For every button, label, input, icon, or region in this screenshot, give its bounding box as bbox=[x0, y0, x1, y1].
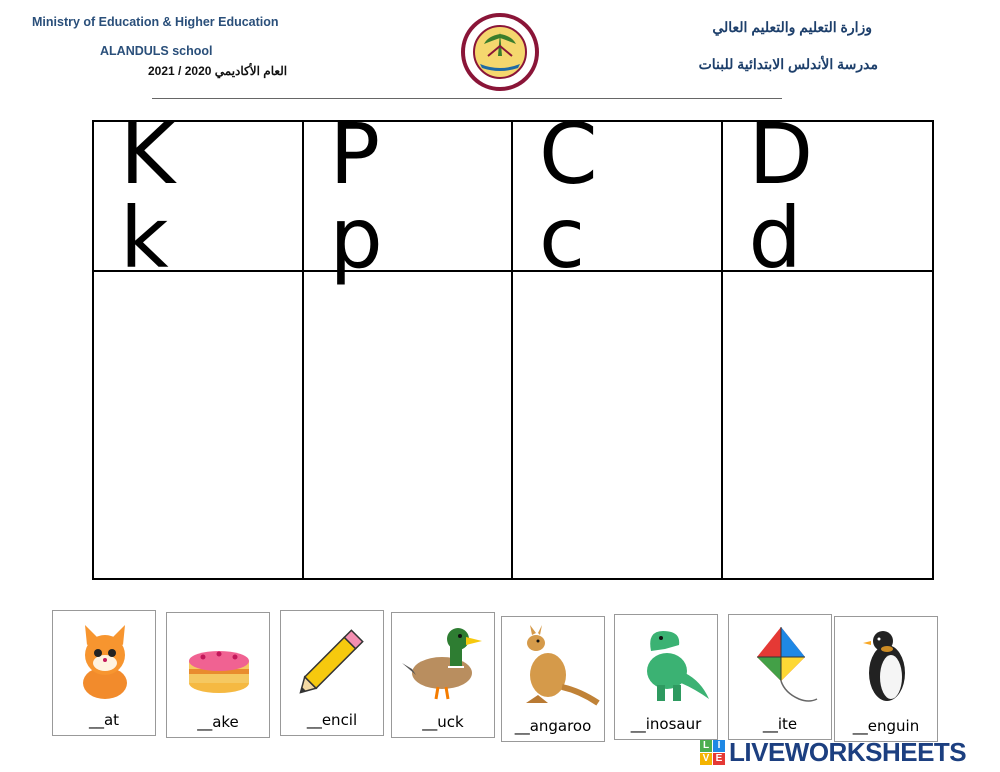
card-word: __angaroo bbox=[514, 717, 592, 735]
kite-icon bbox=[735, 623, 827, 705]
dinosaur-icon bbox=[621, 623, 713, 705]
letter-label: P p bbox=[329, 105, 409, 287]
academic-year: العام الأكاديمي 2020 / 2021 bbox=[148, 64, 288, 78]
badge-letter: I bbox=[713, 740, 725, 752]
card-word: __inosaur bbox=[630, 715, 702, 733]
letter-label: K k bbox=[120, 105, 202, 287]
drop-zone-p[interactable] bbox=[304, 272, 514, 578]
school-name-en: ALANDULS school bbox=[100, 44, 213, 58]
qatar-emblem-icon bbox=[458, 12, 542, 92]
column-header-k bbox=[94, 105, 304, 287]
live-badge-icon bbox=[700, 740, 725, 765]
card-cake[interactable] bbox=[166, 612, 270, 738]
ministry-title-ar: وزارة التعليم والتعليم العالي bbox=[712, 19, 872, 35]
card-word: __ite bbox=[762, 715, 798, 733]
cake-icon bbox=[173, 621, 265, 703]
card-penguin[interactable] bbox=[834, 616, 938, 742]
pencil-icon bbox=[287, 619, 379, 701]
card-dinosaur[interactable] bbox=[614, 614, 718, 740]
column-header-p bbox=[304, 105, 514, 287]
card-pencil[interactable] bbox=[280, 610, 384, 736]
card-word: __at bbox=[88, 711, 120, 729]
letter-label: C c bbox=[539, 105, 624, 287]
liveworksheets-logo bbox=[700, 738, 966, 766]
card-duck[interactable] bbox=[391, 612, 495, 738]
column-header-d bbox=[723, 105, 933, 287]
duck-icon bbox=[398, 621, 490, 703]
badge-letter: L bbox=[700, 740, 712, 752]
column-header-c bbox=[513, 105, 723, 287]
sorting-table bbox=[92, 105, 934, 580]
card-kangaroo[interactable] bbox=[501, 616, 605, 742]
letter-label: D d bbox=[748, 105, 840, 287]
card-word: __uck bbox=[422, 713, 464, 731]
ministry-title-en: Ministry of Education & Higher Education bbox=[32, 15, 279, 29]
badge-letter: V bbox=[700, 753, 712, 765]
badge-letter: E bbox=[713, 753, 725, 765]
school-name-ar: مدرسة الأندلس الابتدائية للبنات bbox=[698, 56, 878, 72]
card-word: __encil bbox=[306, 711, 358, 729]
header-divider bbox=[152, 98, 782, 99]
card-kite[interactable] bbox=[728, 614, 832, 740]
drop-zone-d[interactable] bbox=[723, 272, 933, 578]
drop-zone-c[interactable] bbox=[513, 272, 723, 578]
card-word: __enguin bbox=[852, 717, 920, 735]
kangaroo-icon bbox=[508, 625, 600, 707]
brand-name: LIVEWORKSHEETS bbox=[729, 736, 967, 767]
card-cat[interactable] bbox=[52, 610, 156, 736]
cat-icon bbox=[59, 619, 151, 701]
drop-zone-k[interactable] bbox=[94, 272, 304, 578]
penguin-icon bbox=[841, 625, 933, 707]
card-word: __ake bbox=[197, 713, 239, 731]
